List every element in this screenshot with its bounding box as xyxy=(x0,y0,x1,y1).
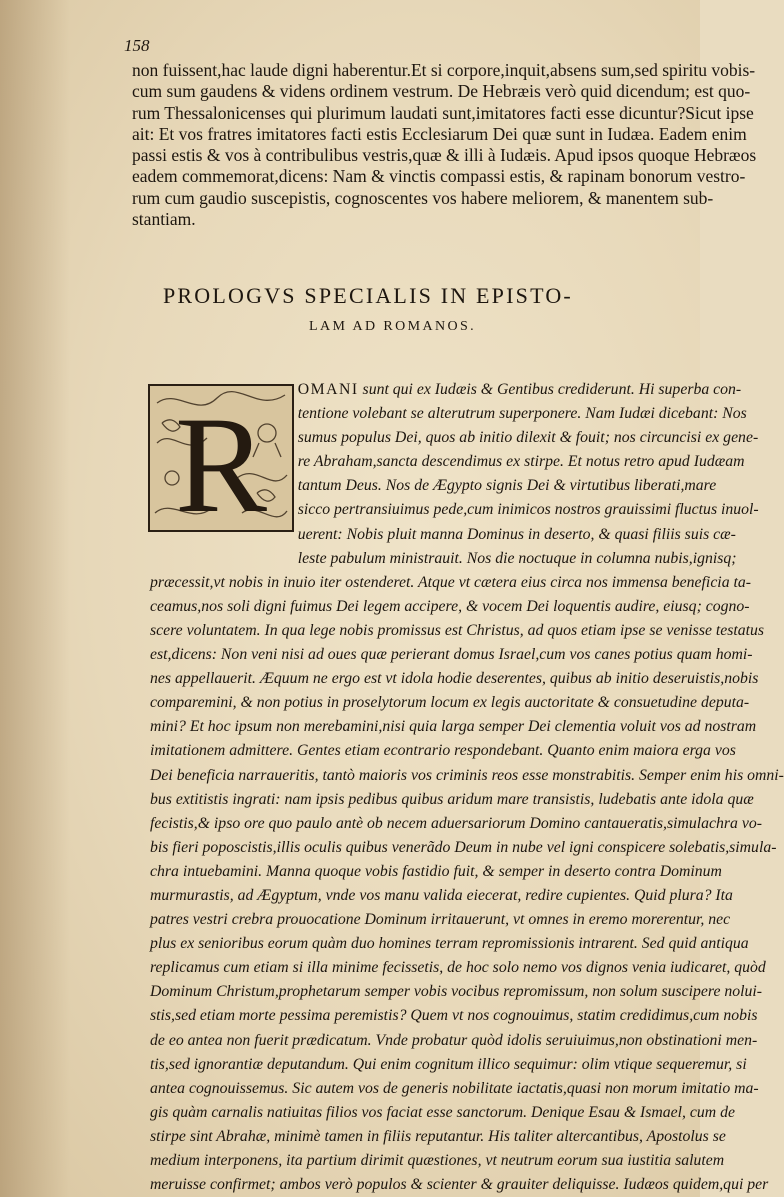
text-line: comparemini, & non potius in proselytorum locum ex legis auctoritate & consuetudine deputa- xyxy=(150,694,750,712)
text-line: tis,sed ignorantiæ deputandum. Qui enim cognitum illico sequimur: olim vtique sequeremur, si xyxy=(150,1055,747,1073)
text-line: sicco pertransiuimus pede,cum inimicos nostros grauissimi fluctus inuol- xyxy=(297,501,759,519)
text-line: meruisse confirmet; ambos verò populos & scienter & grauiter deliquisse. Iudæos quidem,qui per xyxy=(150,1176,769,1194)
text-line: patres vestri crebra prouocatione Dominum irritauerunt, vt omnes in eremo morerentur, nec xyxy=(150,911,731,929)
text-line: Dei beneficia narraueritis, tantò maioris vos criminis reos esse monstrabitis. Semper enim his omni- xyxy=(150,766,784,784)
text-line: ceamus,nos soli digni fuimus Dei legem accipere, & vocem Dei loquentis audire, eiusq; cogno- xyxy=(150,597,750,615)
text-line: stantiam. xyxy=(132,209,196,230)
text-line: fecistis,& ipso ore quo paulo antè ob necem aduersariorum Domino cantaueratis,simulachra vo- xyxy=(150,814,763,832)
heading-line-1: PROLOGVS SPECIALIS IN EPISTO- xyxy=(163,283,573,308)
first-word-caps: OMANI xyxy=(297,381,359,398)
text-line: rum cum gaudio suscepistis, cognoscentes vos habere meliorem, & manentem sub- xyxy=(132,187,714,208)
text-line: est,dicens: Non veni nisi ad oues quæ perierant domus Israel,cum vos canes potius quam homi- xyxy=(150,646,753,664)
text-line: non fuissent,hac laude digni haberentur.Et si corpore,inquit,absens sum,sed spiritu vobis- xyxy=(132,60,756,80)
gutter-shadow xyxy=(0,0,70,1197)
text-line: stis,sed etiam morte pessima peremistis? Quem vt nos cognouimus, statim credidimus,cum nobis xyxy=(150,1007,758,1025)
text-line: tentione volebant se alterutrum superponere. Nam Iudæi dicebant: Nos xyxy=(297,405,747,423)
text-line: medium interponens, ita partium dirimit quæstiones, vt neutrum eorum sua iustitia salutem xyxy=(150,1152,725,1169)
text-line: nes appellauerit. Æquum ne ergo est vt idola hodie deserentes, quibus ab initio deseruistis,nobis xyxy=(150,670,759,688)
initial-letter-glyph: R xyxy=(174,388,268,541)
first-line-rest: sunt qui ex Iudæis & Gentibus crediderunt. Hi superba con- xyxy=(358,381,742,398)
text-line: de eo antea non fuerit prædicatum. Vnde probatur quòd idolis seruiuimus,non obstinationi men- xyxy=(150,1031,758,1049)
text-line: stirpe sint Abrahæ, minimè tamen in filiis reputantur. His taliter altercantibus, Apostolus se xyxy=(150,1127,726,1145)
text-line: mini? Et hoc ipsum non merebamini,nisi quia larga semper Dei clementia voluit vos ad nostram xyxy=(150,718,757,736)
text-line: cum sum gaudens & videns ordinem vestrum. De Hebræis verò quid dicendum; est quo- xyxy=(132,81,751,102)
text-line: uerent: Nobis pluit manna Dominus in deserto, & quasi filiis suis cæ- xyxy=(297,525,736,543)
prologue-text-block xyxy=(150,378,784,1197)
heading-line-2: LAM AD ROMANOS. xyxy=(309,319,477,334)
text-line: sumus populus Dei, quos ab initio dilexit & fouit; nos circuncisi ex gene- xyxy=(297,429,759,447)
page-number: 158 xyxy=(124,36,150,55)
text-line: passi estis & vos à contribulibus vestris,quæ & illi à Iudæis. Apud ipsos quoque Hebræos xyxy=(132,145,757,166)
text-line: Dominum Christum,prophetarum semper vobis vocibus repromissum, non solum suscipere nolui- xyxy=(150,983,763,1001)
text-line: bis fieri poposcistis,illis oculis quibus venerãdo Deum in nube vel igni conspicere solebatis,simula- xyxy=(150,838,777,856)
section-heading xyxy=(163,283,683,335)
text-line: rum Thessalonicenses qui plurimum laudati sunt,imitatores facti esse dicuntur?Sicut ipse xyxy=(132,102,754,123)
text-line: scere voluntatem. In qua lege nobis promissus est Christus, ad quos etiam ipse se venisse testatus xyxy=(150,621,765,639)
text-line: replicamus cum etiam si illa minime fecissetis, de hoc solo nemo vos dignos venia iudicaret, quòd xyxy=(150,959,766,977)
text-line: præcessit,vt nobis in inuio iter ostenderet. Atque vt cætera eius circa nos immensa beneficia ta- xyxy=(150,573,752,591)
text-line: re Abraham,sancta descendimus ex stirpe. Et notus retro apud Iudæam xyxy=(297,453,745,471)
first-line xyxy=(150,378,742,402)
text-line: leste pabulum ministrauit. Nos die noctuque in columna nubis,ignisq; xyxy=(297,549,737,567)
text-line: imitationem admittere. Gentes etiam econtrario respondebant. Quanto enim maiora erga vos xyxy=(150,742,736,760)
text-line: plus ex senioribus eorum quàm duo homines terram repromissionis intrarent. Sed quid antiqua xyxy=(150,935,749,953)
text-line: murmurastis, ad Ægyptum, vnde vos manu valida eiecerat, redire cupientes. Quid plura? Ita xyxy=(150,886,733,904)
text-line: ait: Et vos fratres imitatores facti estis Ecclesiarum Dei quæ sunt in Iudæa. Eadem enim xyxy=(132,123,747,144)
text-line: tantum Deus. Nos de Ægypto signis Dei & virtutibus liberati,mare xyxy=(297,477,717,495)
text-line: bus extitistis ingrati: nam ipsis pedibus quibus aridum mare transistis, ludebatis ante idola quæ xyxy=(150,790,754,808)
text-line: eadem commemorat,dicens: Nam & vinctis compassi estis, & rapinam bonorum vestro- xyxy=(132,166,746,187)
text-line: antea cognouissemus. Sic autem vos de generis nobilitate iactatis,quasi non morum imitatio ma- xyxy=(150,1079,759,1097)
continued-text-block xyxy=(132,60,757,230)
text-line: gis quàm carnalis natiuitas filios vos faciat esse sanctorum. Denique Esau & Ismael, cum de xyxy=(150,1103,736,1121)
text-line: chra intuebamini. Manna quoque vobis fastidio fuit, & semper in deserto contra Dominum xyxy=(150,862,722,880)
